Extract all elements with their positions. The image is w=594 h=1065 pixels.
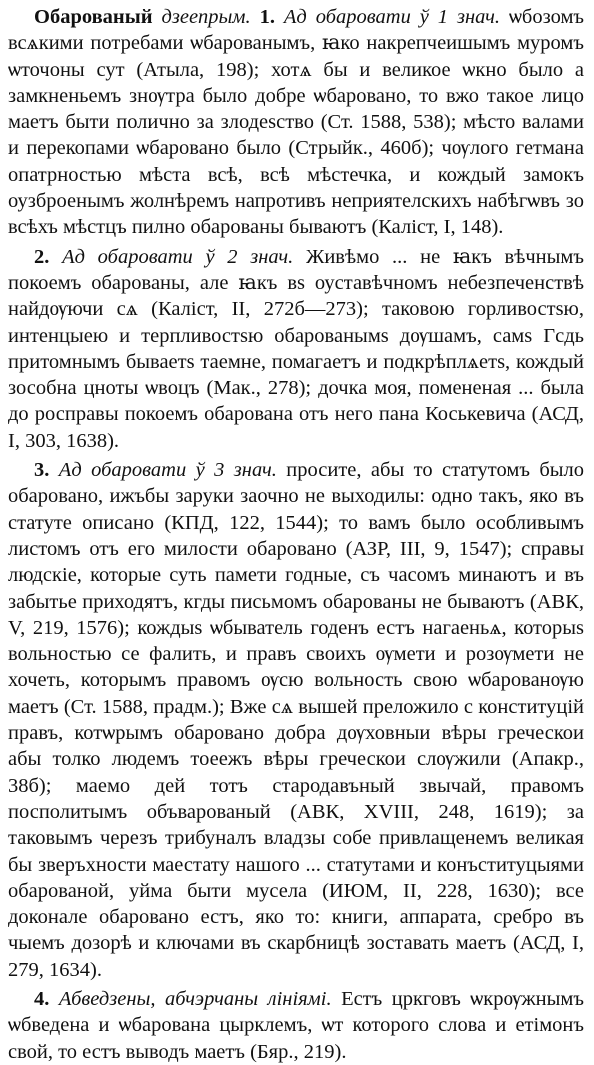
part-of-speech: дзеепрым. [161, 6, 251, 28]
sense-citations: Естъ цркговъ ѡкрѹжнымъ ѡбведена и ѡбарована цырклемъ, ѡт которого слова и етімонъ свой, то естъ выводъ маетъ (Бяр., 219). [8, 987, 585, 1063]
sense-number: 2. [34, 245, 50, 268]
sense-gloss: Ад обаровати ў 1 знач. [283, 6, 501, 28]
sense-number: 3. [34, 459, 50, 482]
sense-number: 1. [259, 6, 275, 28]
entry-headword: Обарованый [34, 6, 153, 28]
sense-citations: Живѣмо ... не ꙗкъ вѣчнымъ покоемъ обарованы, але ꙗкъ вѕ оуставѣчномъ небезпеченствѣ найдѹючи сѧ (Каліст, ІІ, 272б—273); таковою горливостѕю, интенцыею и терпливостѕю обарованымѕ дѹшамъ, самѕ Гсдь притомнымъ бываетѕ таемне, помагаетъ и подкрѣплѧетѕ, кождый зособна цноты ѡвоцъ (Мак., 278); дочка моя, помененая ... была до росправы покоемъ обарована отъ него пана Коськевича (АСД, І, 303, 1638). [8, 245, 584, 452]
sense-citations: просите, абы то статутомъ было обаровано, ижъбы заруки заочно не выходилы: одно такъ, яко въ статуте описано (КПД, 122, 1544); то вамъ было особливымъ листомъ отъ его милости обаровано (АЗР, ІІІ, 9, 1547); справы людскіе, которые суть памети годные, съ часомъ минаютъ и въ забытье приходятъ, кгды письмомъ обарованы не бываютъ (АВК, V, 219, 1576); кождыѕ ѡбыватель годенъ естъ нагаеньѧ, которыѕ вольностью се фалить, и правъ своихъ ѹмети и розѹмети не хочеть, которымъ правомъ ѹсю вольность свою ѡбарованѹю маетъ (Ст. 1588, прадм.); Вже сѧ вышей преложило с конституцій правъ, котѡрымъ обаровано добра дѹховныи вѣры греческои абы толко людемъ тоеежъ вѣры греческои слѹжили (Апакр., 38б); маемо дей тотъ стародавъный звычай, правомъ посполитымъ объварованый (АВК, XVIII, 248, 1619); за таковымъ черезъ трибуналъ владзы собе привлащенемъ великая бы зверъхности маестату нашого ... статутами и конъституцыями обарованой, уйма быти мусела (ИЮМ, ІІ, 228, 1630); все доконале обаровано естъ, яко то: книги, аппарата, сребро въ чыемъ дозорѣ и ключами въ скарбницѣ зоставать маетъ (АСД, І, 279, 1634). [8, 459, 585, 981]
dictionary-entry-sense-2 [8, 244, 584, 454]
sense-gloss: Абведзены, абчэрчаны лініямі. [58, 987, 332, 1010]
sense-citations: ѡбозомъ всѧкими потребами ѡбарованымъ, ꙗко накрепчеишымъ муромъ ѡточоны сут (Атыла, 198); хотѧ бы и великое ѡкно было а замкненьемъ знѹтра было добре ѡбаровано, то вжо такое лицо маетъ быти полично за злодеѕство (Ст. 1588, 538); мѣсто валами и перекопами ѡбаровано было (Стрыйк., 460б); чѹлого гетмана опатрностью мѣста всѣ, всѣ мѣстечка, и кождый замокъ оузброенымъ жолнѣремъ напротивъ неприятелскихъ набѣгѡвъ зо всѣхъ мѣстцъ пилно обарованы бываютъ (Каліст, І, 148). [8, 6, 585, 239]
dictionary-entry-sense-4 [8, 986, 584, 1065]
sense-number: 4. [34, 987, 50, 1010]
dictionary-entry-sense-1 [8, 4, 584, 241]
sense-gloss: Ад обаровати ў 3 знач. [58, 459, 277, 482]
sense-gloss: Ад обаровати ў 2 знач. [62, 245, 294, 268]
dictionary-entry-sense-3 [8, 457, 584, 983]
